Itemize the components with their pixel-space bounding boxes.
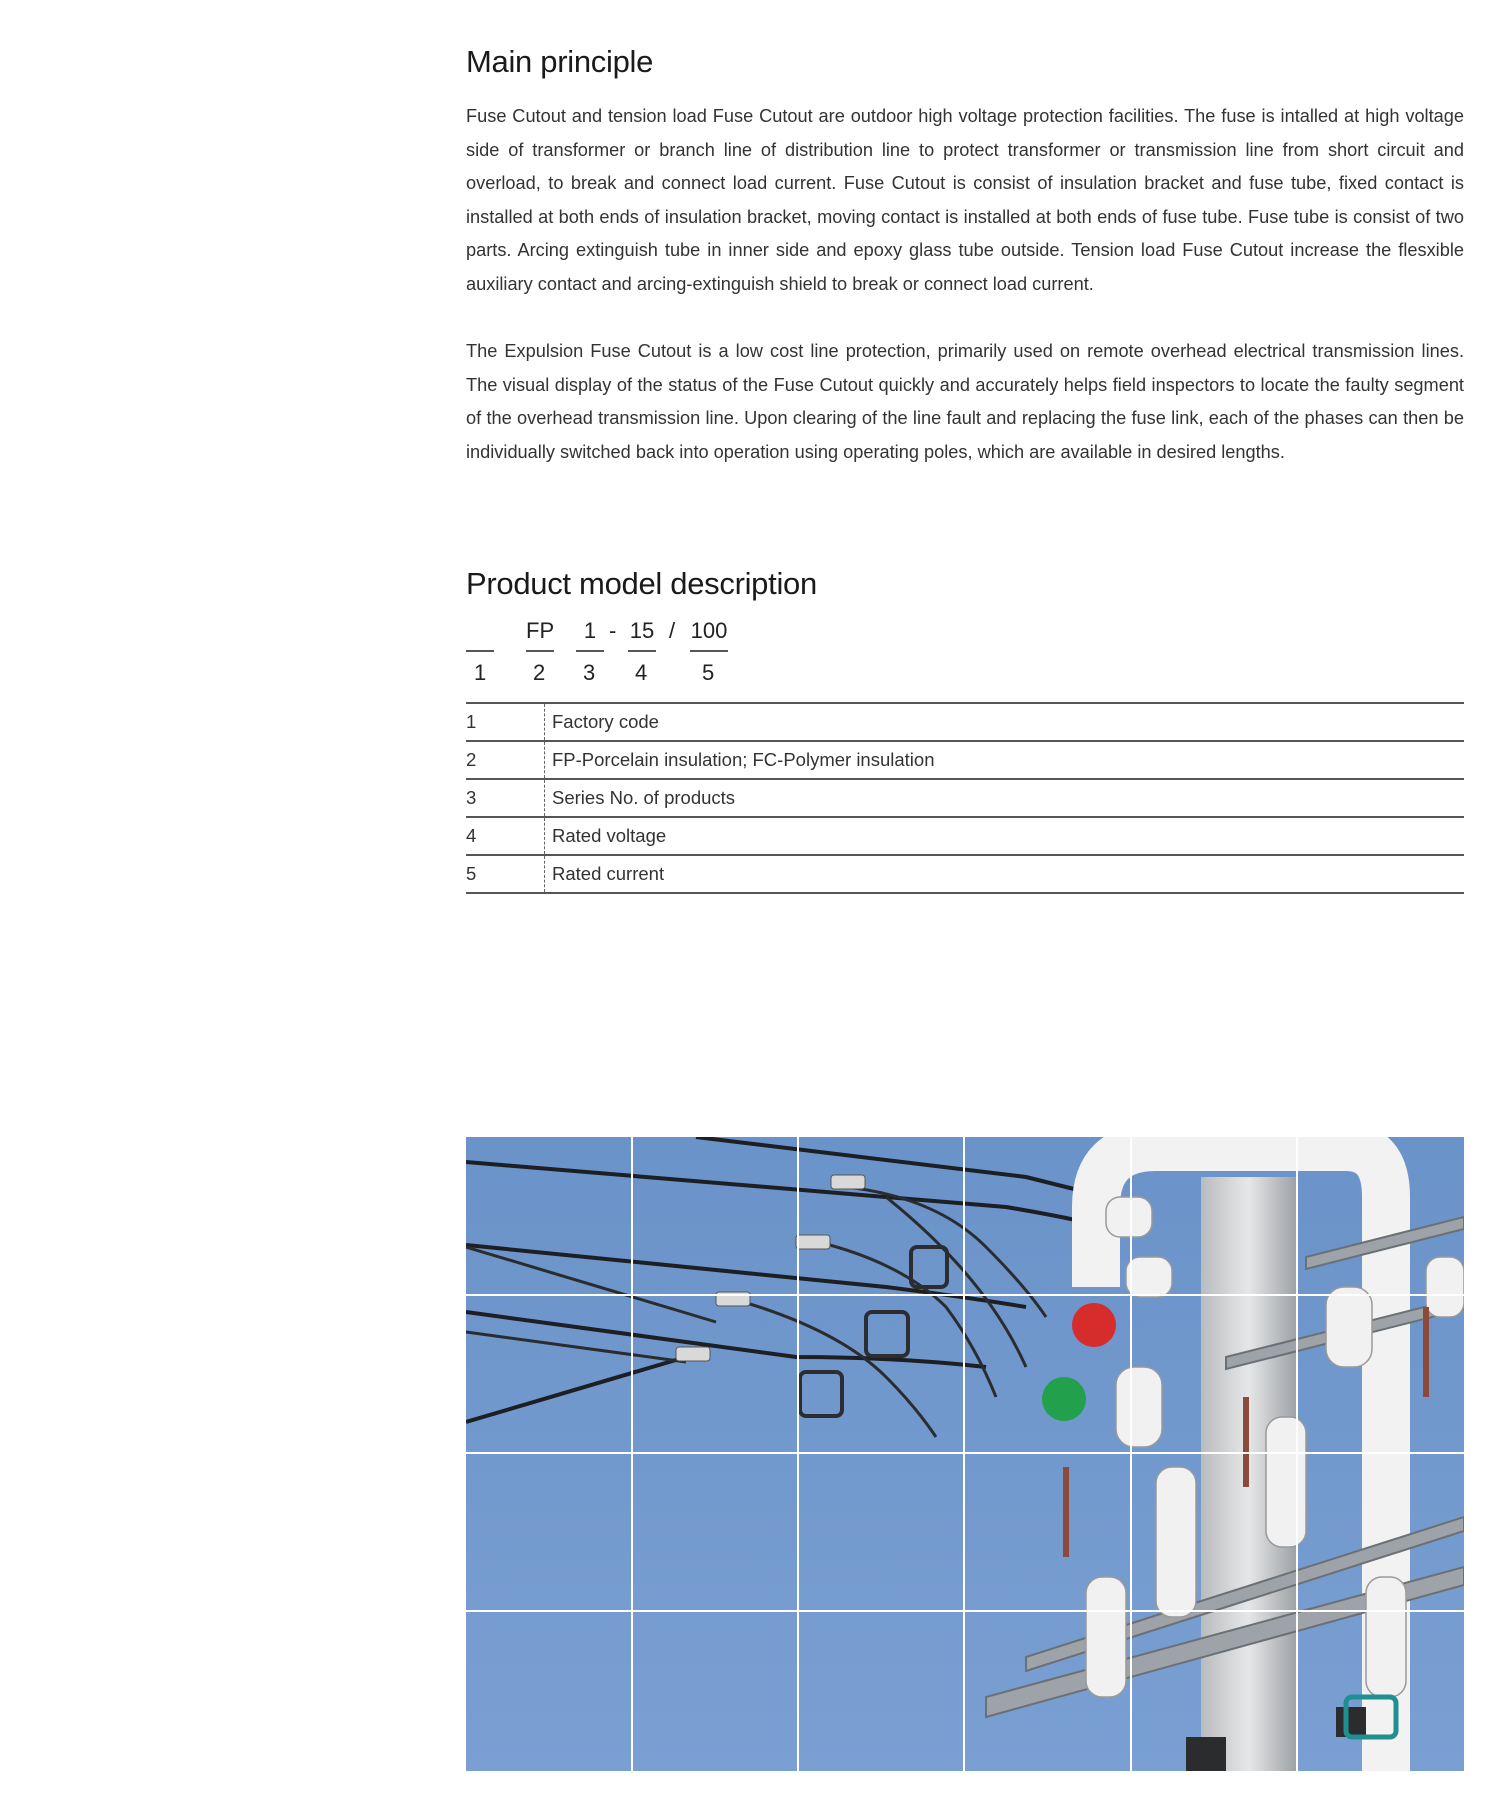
table-row <box>466 703 1464 741</box>
power-pole-illustration <box>466 1137 1464 1771</box>
row-key: 2 <box>466 741 545 779</box>
power-pole-photo <box>466 1137 1464 1771</box>
table-row <box>466 741 1464 779</box>
row-key: 4 <box>466 817 545 855</box>
row-key: 5 <box>466 855 545 893</box>
position-number: 4 <box>635 660 648 685</box>
position-number: 3 <box>583 660 596 685</box>
row-value: Factory code <box>545 703 1465 741</box>
phase-marker-red <box>1072 1303 1116 1347</box>
model-description-title: Product model description <box>466 566 817 601</box>
principle-paragraph-2: The Expulsion Fuse Cutout is a low cost line protection, primarily used on remote overhead electrical transmission lines. The visual display of the status of the Fuse Cutout quickly and accurately helps field inspectors to locate the faulty segment of the overhead transmission line. Upon clearing of the line fault and replacing the fuse link, each of the phases can then be individually switched back into operation using operating poles, which are available in desired lengths. <box>466 341 1464 462</box>
model-description-table <box>466 702 1464 894</box>
code-segment-series: 1 <box>576 618 604 652</box>
row-key: 1 <box>466 703 545 741</box>
code-separator-slash: / <box>669 618 676 643</box>
phase-marker-green <box>1042 1377 1086 1421</box>
row-value: FP-Porcelain insulation; FC-Polymer insulation <box>545 741 1465 779</box>
code-segment-current: 100 <box>690 618 728 652</box>
code-segment-voltage: 15 <box>628 618 656 652</box>
row-key: 3 <box>466 779 545 817</box>
position-number: 2 <box>533 660 546 685</box>
table-row <box>466 817 1464 855</box>
main-principle-title: Main principle <box>466 44 654 79</box>
position-number: 5 <box>702 660 715 685</box>
table-row <box>466 779 1464 817</box>
table-row <box>466 855 1464 893</box>
position-number: 1 <box>474 660 487 685</box>
code-segment-factory <box>466 618 494 652</box>
row-value: Series No. of products <box>545 779 1465 817</box>
code-segment-insulation: FP <box>526 618 554 652</box>
row-value: Rated voltage <box>545 817 1465 855</box>
principle-paragraph-1: Fuse Cutout and tension load Fuse Cutout are outdoor high voltage protection facilities. The fuse is intalled at high voltage side of transformer or branch line of distribution line to protect transformer or transmission line from short circuit and overload, to break and connect load current. Fuse Cutout is consist of insulation bracket and fuse tube, fixed contact is installed at both ends of insulation bracket, moving contact is installed at both ends of fuse tube. Fuse tube is consist of two parts. Arcing extinguish tube in inner side and epoxy glass tube outside. Tension load Fuse Cutout increase the flesxible auxiliary contact and arcing-extinguish shield to break or connect load current. <box>466 106 1464 294</box>
code-separator-dash: - <box>609 618 617 643</box>
model-code-diagram <box>466 618 766 688</box>
row-value: Rated current <box>545 855 1465 893</box>
